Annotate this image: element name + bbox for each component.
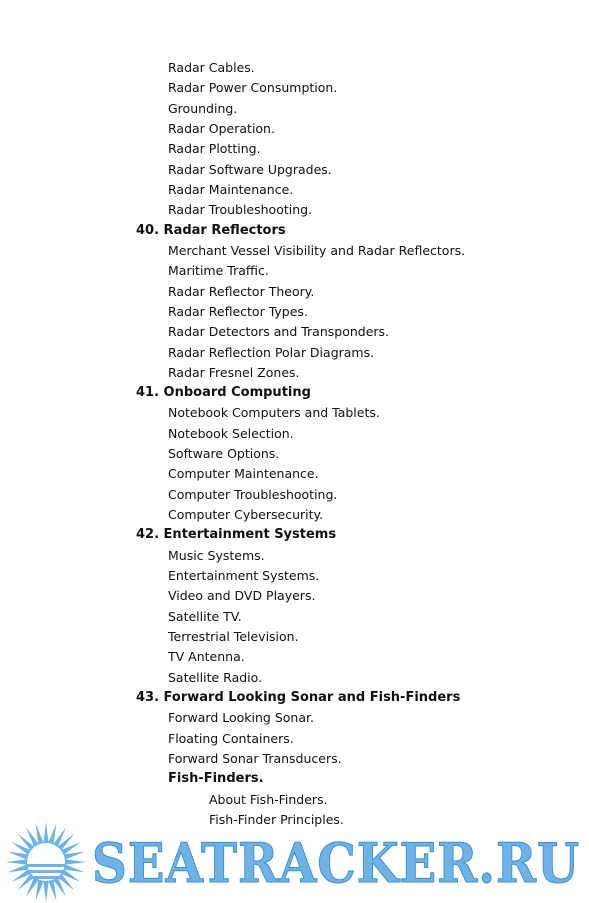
toc-item-title: Notebook Selection.: [168, 425, 294, 441]
toc-item-title: Software Options.: [168, 446, 280, 462]
sun-icon: [6, 822, 86, 902]
toc-item-title: Terrestrial Television.: [168, 629, 299, 644]
toc-item-title: Radar Fresnel Zones.: [168, 364, 300, 380]
sun-water-line: [29, 870, 63, 873]
toc-item-title: Notebook Computers and Tablets.: [168, 405, 380, 421]
toc-item-title: Entertainment Systems.: [168, 568, 320, 583]
toc-item-title: TV Antenna.: [168, 649, 245, 665]
toc-item-title: Radar Reflector Types.: [168, 303, 308, 319]
toc-item-title: 41. Onboard Computing: [136, 385, 311, 401]
toc-item-title: 40. Radar Reflectors: [136, 222, 286, 238]
toc-item-title: Radar Cables.: [168, 60, 255, 75]
toc-item-title: Fish-Finders.: [168, 771, 264, 787]
toc-item-title: Satellite TV.: [168, 608, 242, 624]
toc-item-title: Computer Maintenance.: [168, 466, 319, 482]
toc-item-title: Music Systems.: [168, 547, 265, 563]
toc-item-title: Video and DVD Players.: [168, 588, 316, 604]
toc-item-title: Merchant Vessel Visibility and Radar Reflectors.: [168, 242, 466, 258]
toc-item-title: Fish-Finder Principles.: [209, 811, 344, 827]
toc-item-title: Forward Sonar Transducers.: [168, 750, 342, 766]
toc-item-title: Computer Cybersecurity.: [168, 507, 324, 522]
toc-item-title: Computer Troubleshooting.: [168, 486, 338, 502]
sun-water-line: [31, 876, 61, 879]
toc-item-title: Radar Plotting.: [168, 141, 261, 157]
toc-item-title: Satellite Radio.: [168, 669, 263, 685]
toc-item-title: Grounding.: [168, 100, 238, 116]
toc-item-title: Radar Power Consumption.: [168, 80, 338, 96]
toc-item-title: About Fish-Finders.: [209, 791, 328, 807]
toc-item-title: Radar Maintenance.: [168, 181, 294, 197]
toc-item-title: Forward Looking Sonar.: [168, 710, 314, 726]
toc-item-title: Radar Detectors and Transponders.: [168, 324, 390, 340]
toc-item-title: 43. Forward Looking Sonar and Fish-Finders: [136, 689, 461, 705]
toc-item-title: 42. Entertainment Systems: [136, 527, 337, 543]
toc-item-title: Radar Reflection Polar Diagrams.: [168, 344, 375, 360]
toc-item-title: Radar Reflector Theory.: [168, 283, 315, 299]
toc-item-title: Radar Troubleshooting.: [168, 202, 313, 218]
sun-center: [27, 843, 65, 881]
sun-water-line: [27, 864, 65, 867]
toc-item-title: Floating Containers.: [168, 730, 294, 746]
toc-item-title: Radar Operation.: [168, 121, 275, 136]
watermark-text: SEATRACKER.RU: [92, 831, 580, 895]
watermark-logo: [0, 812, 589, 903]
toc-item-title: Radar Software Upgrades.: [168, 161, 332, 177]
toc-item-title: Maritime Traffic.: [168, 263, 269, 279]
